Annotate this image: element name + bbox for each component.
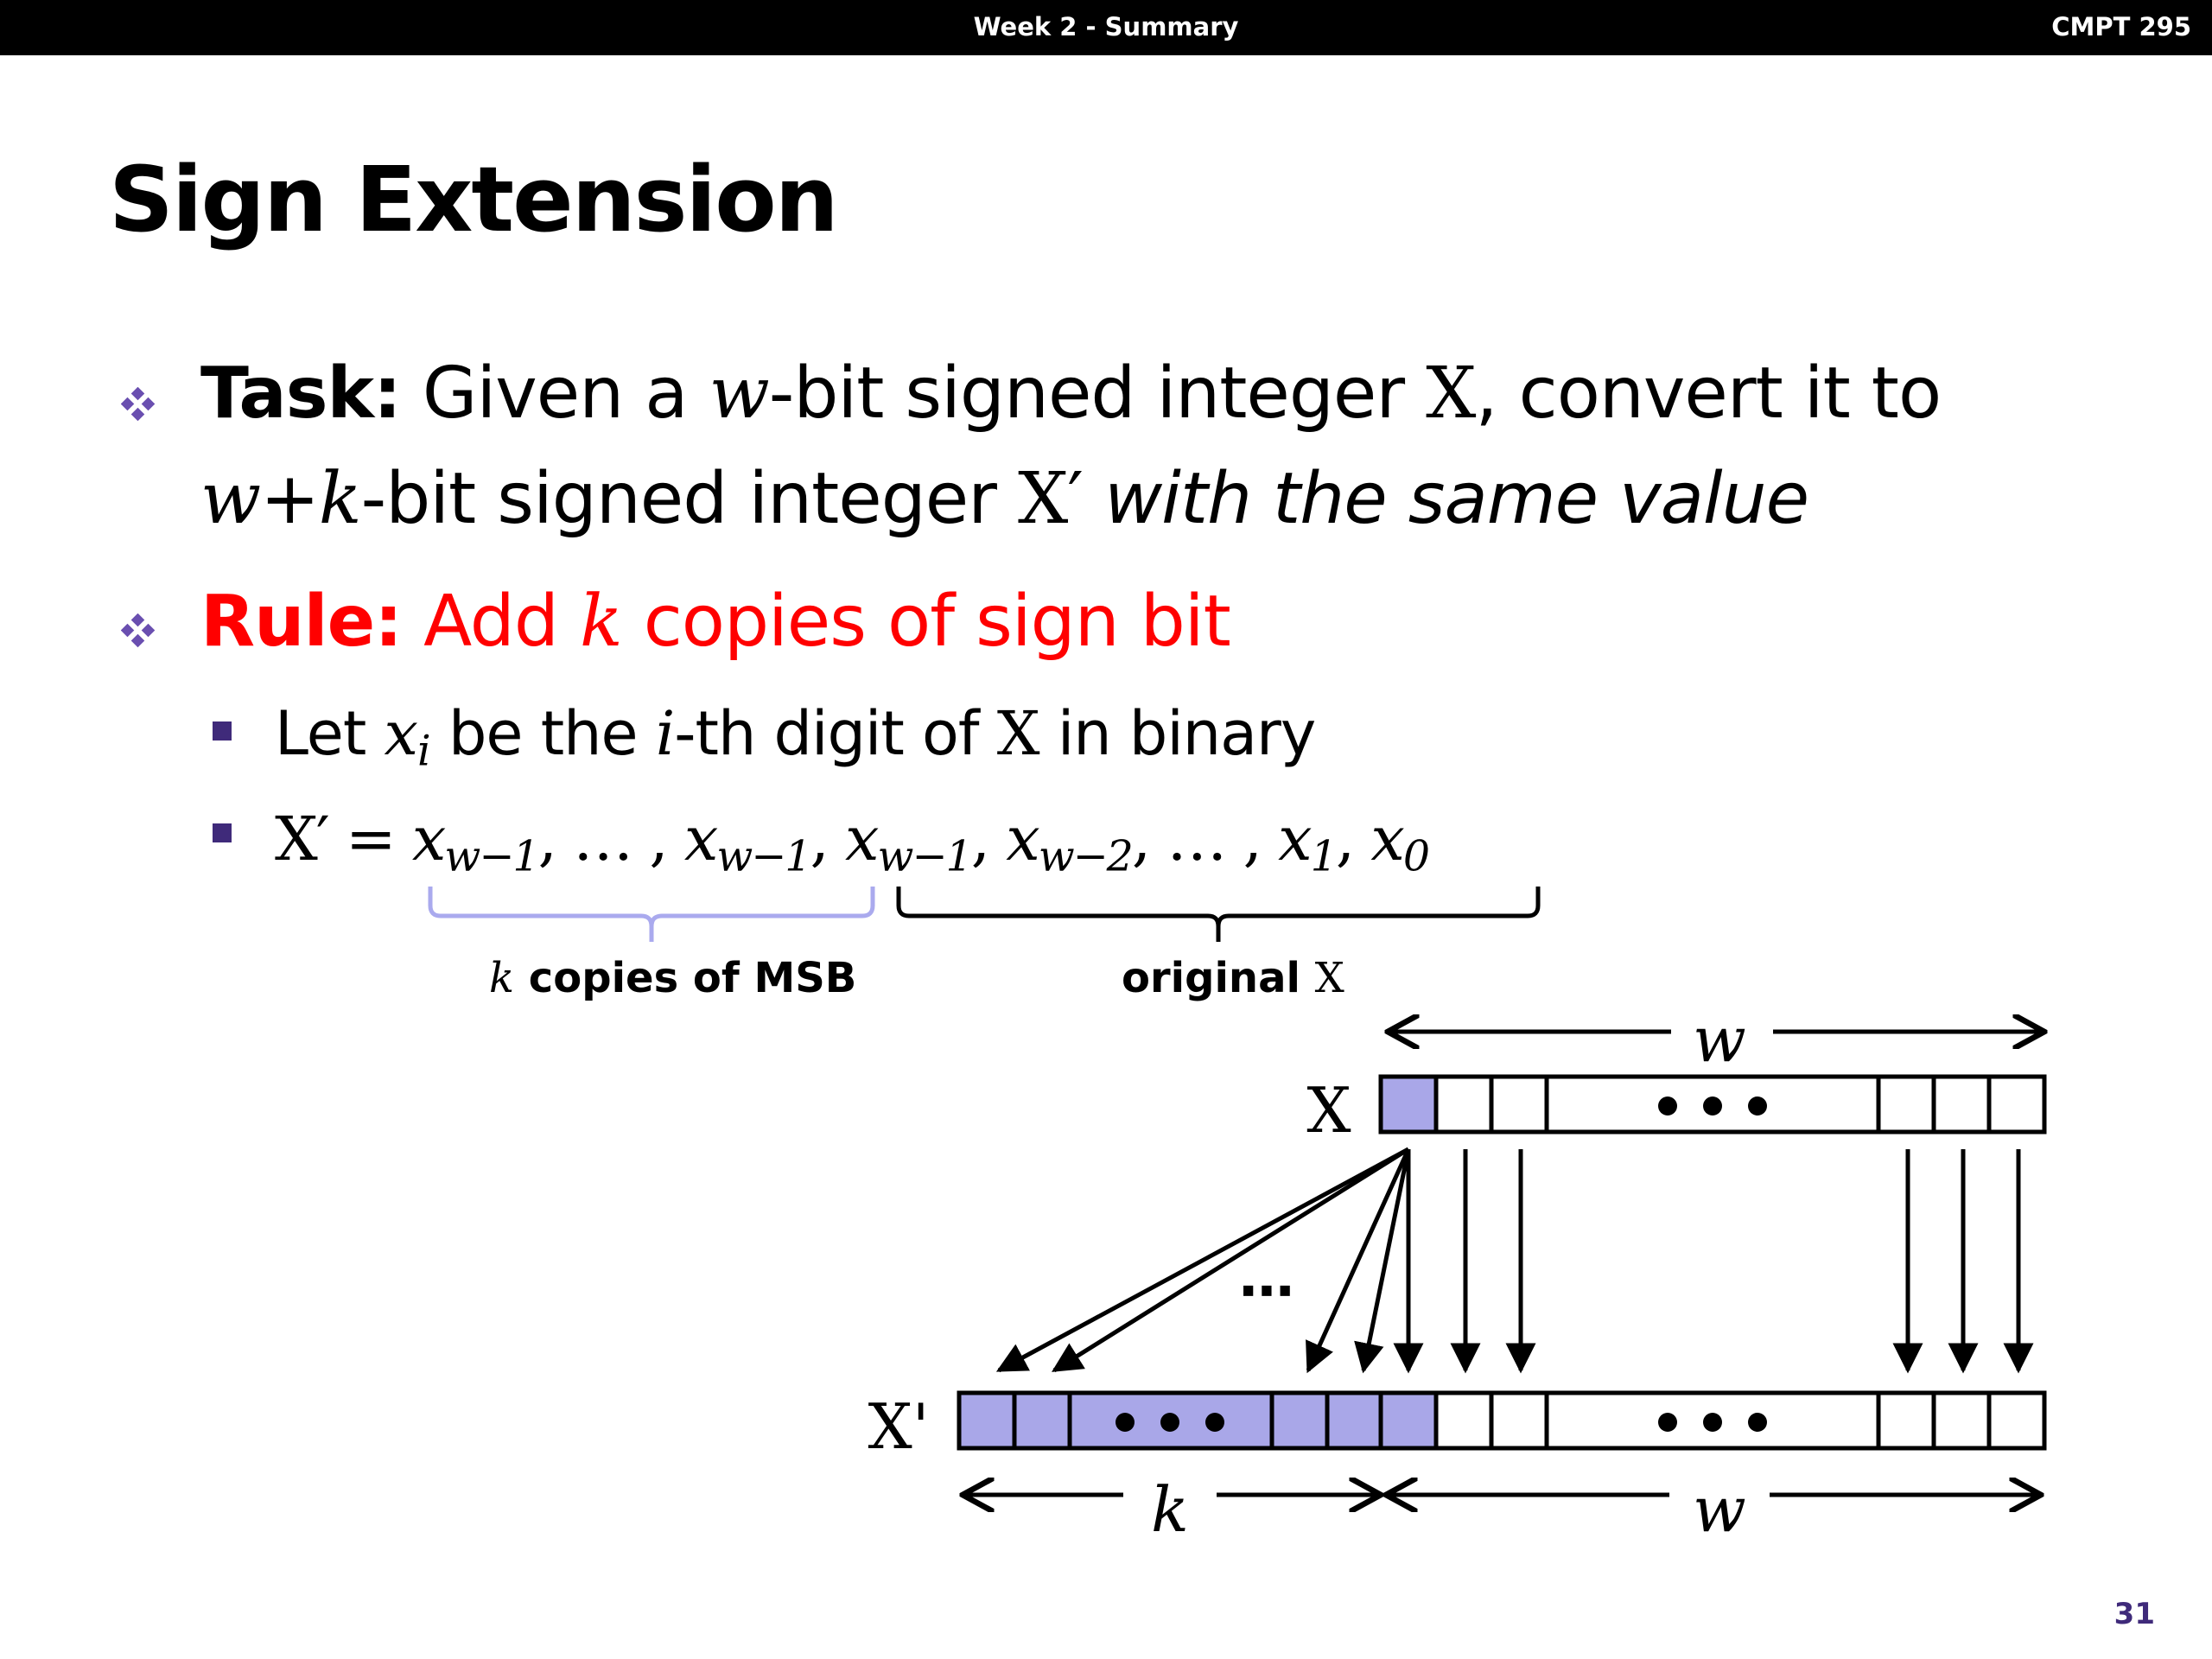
diagram-x-label: X bbox=[1306, 1074, 1351, 1147]
task-italic-text: with the same value bbox=[1083, 458, 1809, 540]
diagram-w-bottom-label: w bbox=[1693, 1473, 1746, 1546]
math-k: k bbox=[489, 954, 515, 1002]
task-text: Given a bbox=[422, 353, 709, 435]
formula-term-subscript: 0 bbox=[1402, 831, 1428, 881]
formula-lhs: X′ = bbox=[275, 804, 412, 874]
page-number: 31 bbox=[2113, 1597, 2155, 1631]
brace-original bbox=[899, 887, 1538, 942]
sub-text: in binary bbox=[1039, 698, 1316, 769]
task-text: -bit signed integer bbox=[768, 353, 1427, 435]
formula-term: x bbox=[1370, 804, 1403, 874]
header-title: Week 2 - Summary bbox=[973, 12, 1239, 41]
course-code: CMPT 295 bbox=[2051, 12, 2191, 41]
xp-msb-cell bbox=[1381, 1393, 1436, 1448]
xp-cell bbox=[1878, 1393, 1934, 1448]
formula-separator: , … , bbox=[537, 804, 684, 874]
x-msb-cell bbox=[1381, 1077, 1436, 1132]
formula-term: x bbox=[411, 804, 445, 874]
math-k: k bbox=[318, 458, 361, 540]
task-text: -bit signed integer bbox=[360, 458, 1018, 540]
xp-cell bbox=[1989, 1393, 2044, 1448]
task-label: Task: bbox=[200, 353, 401, 435]
formula-separator: , bbox=[970, 804, 1007, 874]
msb-copy-arrows bbox=[999, 1149, 1408, 1370]
math-X: X bbox=[1426, 353, 1476, 435]
xp-msb-cell bbox=[1014, 1393, 1070, 1448]
math-i: i bbox=[655, 698, 675, 769]
x-cell bbox=[1491, 1077, 1547, 1132]
formula-term: x bbox=[845, 804, 878, 874]
formula-term-subscript: w−1 bbox=[444, 831, 538, 881]
formula-separator: , … , bbox=[1131, 804, 1279, 874]
xp-cell bbox=[1436, 1393, 1491, 1448]
rule-label: Rule: bbox=[200, 581, 403, 663]
diagram-ellipsis: ⋯ bbox=[1239, 1260, 1294, 1324]
diagram-xp-label: X' bbox=[868, 1390, 930, 1463]
x-cell bbox=[1989, 1077, 2044, 1132]
math-k: k bbox=[579, 581, 622, 663]
formula-term-subscript: w−1 bbox=[877, 831, 971, 881]
math-x: x bbox=[384, 698, 418, 769]
formula-term-subscript: w−1 bbox=[716, 831, 810, 881]
brace-label-text: copies of MSB bbox=[514, 954, 857, 1002]
x-cell bbox=[1878, 1077, 1934, 1132]
math-subscript-i: i bbox=[417, 726, 430, 776]
brace-label-text: original bbox=[1122, 954, 1315, 1002]
xp-msb-cell bbox=[1272, 1393, 1327, 1448]
xp-cell bbox=[1934, 1393, 1989, 1448]
task-text: , convert it to bbox=[1475, 353, 1942, 435]
formula-separator: , bbox=[810, 804, 846, 874]
rule-text: Add bbox=[423, 581, 580, 663]
xp-cell bbox=[1491, 1393, 1547, 1448]
sub-text: Let bbox=[275, 698, 385, 769]
brace-k-copies bbox=[430, 887, 873, 942]
formula-term: x bbox=[683, 804, 717, 874]
formula-term: x bbox=[1278, 804, 1311, 874]
diagram-w-top-label: w bbox=[1693, 1003, 1746, 1076]
math-X: X bbox=[996, 698, 1039, 769]
math-w: w bbox=[200, 458, 261, 540]
sub-text: -th digit of bbox=[674, 698, 997, 769]
formula-term-subscript: w−2 bbox=[1038, 831, 1132, 881]
formula-term-subscript: 1 bbox=[1310, 831, 1336, 881]
sub-text: be the bbox=[429, 698, 656, 769]
xp-msb-cell bbox=[959, 1393, 1014, 1448]
rule-text: copies of sign bit bbox=[621, 581, 1230, 663]
diagram-k-label: k bbox=[1151, 1473, 1189, 1546]
math-X: X bbox=[1314, 954, 1344, 1002]
math-w: w bbox=[709, 353, 769, 435]
formula-term: x bbox=[1006, 804, 1039, 874]
formula-separator: , bbox=[1335, 804, 1371, 874]
copy-arrows bbox=[1465, 1149, 2018, 1370]
x-cell bbox=[1934, 1077, 1989, 1132]
xp-msb-cell bbox=[1327, 1393, 1382, 1448]
x-cell bbox=[1436, 1077, 1491, 1132]
math-X-prime: X′ bbox=[1018, 458, 1083, 540]
plus-sign: + bbox=[260, 458, 319, 540]
slide-title: Sign Extension bbox=[109, 147, 837, 252]
